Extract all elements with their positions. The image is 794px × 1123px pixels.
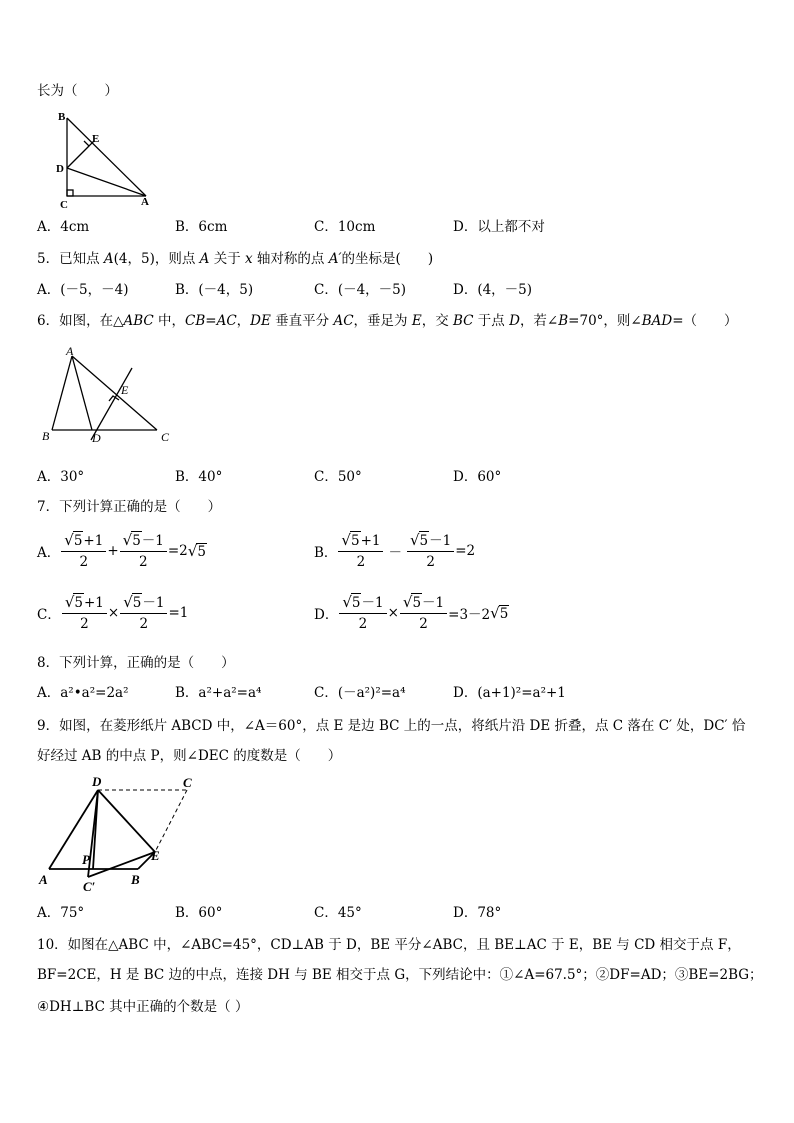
q6-label-c: C	[161, 430, 170, 444]
q4-option-b: B．6cm	[175, 219, 228, 235]
q9-label-e: E	[151, 848, 160, 863]
q5-option-d: D．(4，－5)	[453, 282, 533, 298]
q9-label-d: D	[92, 774, 102, 789]
q9-label-p: P	[82, 852, 90, 867]
q4-label-c: C	[60, 199, 68, 210]
q8-option-c: C．(－a²)²=a⁴	[314, 685, 406, 701]
q4-option-c: C．10cm	[314, 219, 376, 235]
q10-stem-line3: ④DH⊥BC 其中正确的个数是（ ）	[37, 999, 249, 1015]
q4-figure	[48, 108, 158, 210]
q9-label-c: C	[183, 775, 192, 790]
q4-option-d: D．以上都不对	[453, 219, 545, 235]
q9-label-b: B	[131, 872, 140, 887]
q5-option-c: C．(－4，－5)	[314, 282, 407, 298]
q4-label-a: A	[141, 196, 149, 208]
q4-stem-tail: 长为（ ）	[37, 83, 118, 99]
q4-option-a: A．4cm	[37, 219, 90, 235]
q6-label-d: D	[92, 431, 101, 445]
q6-option-d: D．60°	[453, 469, 502, 485]
q6-option-b: B．40°	[175, 469, 223, 485]
q4-label-e: E	[92, 133, 100, 145]
q7-option-c: C． $\frac{√5+1}{2}$ × $\frac{√5-1}{2}$ =1	[37, 593, 189, 632]
q9-option-a: A．75°	[37, 905, 85, 921]
q9-option-d: D．78°	[453, 905, 502, 921]
q6-option-c: C．50°	[314, 469, 362, 485]
q5-stem: 5．已知点 A(4，5)，则点 A 关于 x 轴对称的点 A′的坐标是( )	[37, 251, 434, 267]
q10-stem-line2: BF=2CE，H 是 BC 边的中点，连接 DH 与 BE 相交于点 G，下列结论中：①∠A=67.5°；②DF=AD；③BE=2BG；	[37, 967, 763, 983]
q9-stem-line1: 9．如图，在菱形纸片 ABCD 中，∠A＝60°，点 E 是边 BC 上的一点，将纸片沿 DE 折叠，点 C 落在 C′ 处，DC′ 恰	[37, 718, 746, 734]
q6-label-b: B	[42, 429, 50, 443]
q9-option-c: C．45°	[314, 905, 362, 921]
q8-stem: 8．下列计算，正确的是（ ）	[37, 655, 235, 671]
q9-label-c-prime: C′	[83, 879, 96, 894]
q7-stem: 7．下列计算正确的是（ ）	[37, 499, 222, 515]
q6-option-a: A．30°	[37, 469, 85, 485]
q4-label-b: B	[58, 111, 66, 123]
q8-option-b: B．a²+a²=a⁴	[175, 685, 262, 701]
q5-option-a: A．(－5，－4)	[37, 282, 129, 298]
q8-option-d: D．(a+1)²=a²+1	[453, 685, 566, 701]
q7-option-b: B． $\frac{√5+1}{2}$ － $\frac{√5-1}{2}$ =2	[314, 531, 476, 570]
q7-option-a: A． $\frac{√5+1}{2}$ + $\frac{√5-1}{2}$ =2 √ 5	[37, 531, 206, 570]
q4-label-d: D	[56, 163, 64, 175]
q8-option-a: A．a²•a²=2a²	[37, 685, 129, 701]
q6-label-e: E	[121, 383, 129, 397]
q6-label-a: A	[66, 344, 74, 358]
q6-stem: 6．如图，在△ABC 中，CB=AC，DE 垂直平分 AC，垂足为 E，交 BC 于点 D，若∠B=70°，则∠BAD=（ ）	[37, 313, 738, 329]
q9-stem-line2: 好经过 AB 的中点 P，则∠DEC 的度数是（ ）	[37, 748, 342, 764]
q5-option-b: B．(－4，5)	[175, 282, 254, 298]
q10-stem-line1: 10．如图在△ABC 中，∠ABC=45°，CD⊥AB 于 D，BE 平分∠ABC，且 BE⊥AC 于 E，BE 与 CD 相交于点 F，	[37, 937, 741, 953]
q9-figure	[35, 774, 205, 894]
q9-option-b: B．60°	[175, 905, 223, 921]
q9-label-a: A	[39, 872, 48, 887]
q6-figure	[35, 342, 185, 446]
q7-option-d: D． $\frac{√5-1}{2}$ × $\frac{√5-1}{2}$ =3－2 √ 5	[314, 593, 509, 632]
